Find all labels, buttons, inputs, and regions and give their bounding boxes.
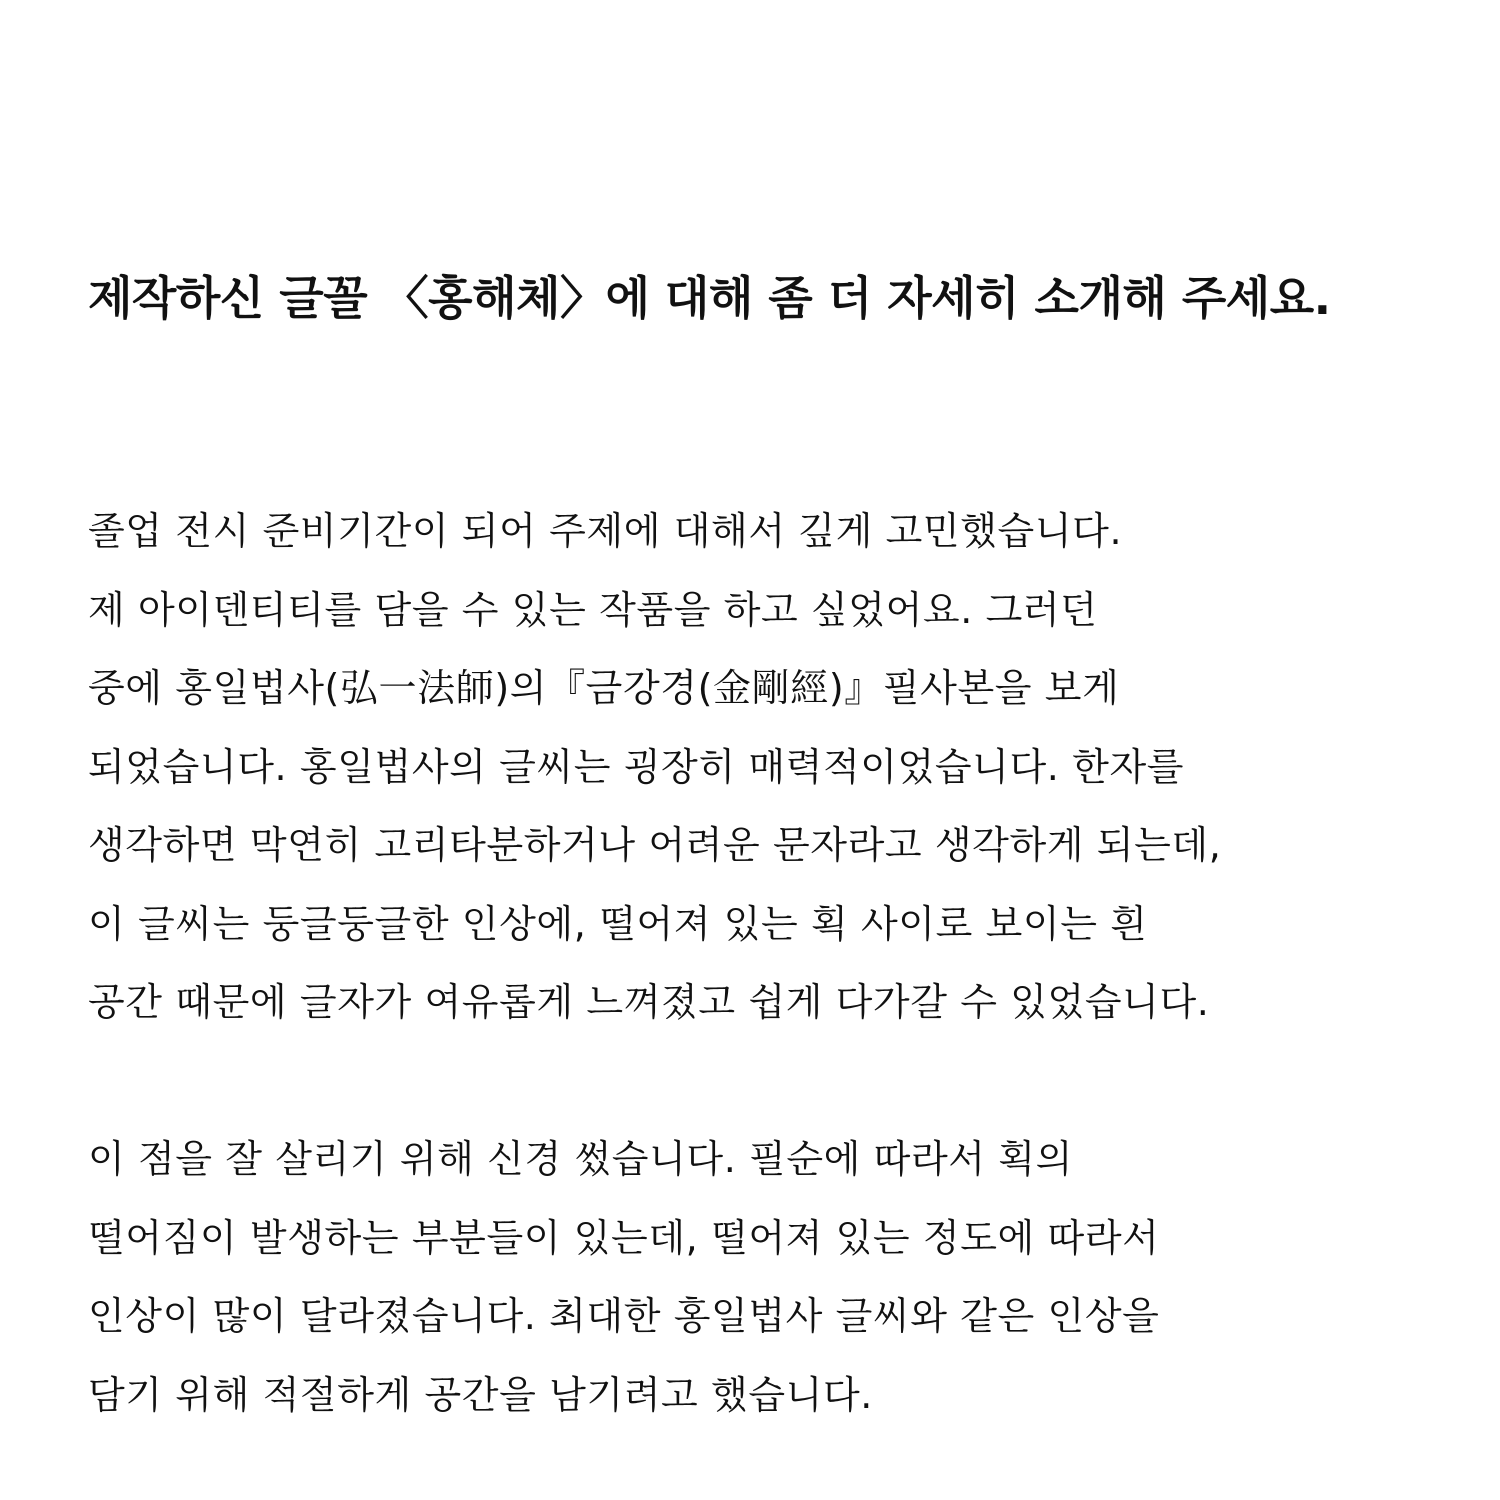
question-heading: 제작하신 글꼴 〈홍해체〉에 대해 좀 더 자세히 소개해 주세요. [88,271,1331,325]
text-line: 졸업 전시 준비기간이 되어 주제에 대해서 깊게 고민했습니다. [88,509,1123,553]
text-line: 중에 홍일법사(弘一法師)의『금강경(金剛經)』필사본을 보게 [88,666,1120,710]
text-line: 인상이 많이 달라졌습니다. 최대한 홍일법사 글씨와 같은 인상을 [88,1294,1160,1338]
answer-paragraph-2 [88,1120,1478,1434]
text-line: 이 글씨는 둥글둥글한 인상에, 떨어져 있는 획 사이로 보이는 흰 [88,901,1148,946]
text-line: 공간 때문에 글자가 여유롭게 느껴졌고 쉽게 다가갈 수 있었습니다. [88,980,1210,1024]
text-line: 이 점을 잘 살리기 위해 신경 썼습니다. 필순에 따라서 획의 [88,1137,1073,1181]
text-line: 생각하면 막연히 고리타분하거나 어려운 문자라고 생각하게 되는데, [88,823,1222,867]
text-line: 제 아이덴티티를 담을 수 있는 작품을 하고 싶었어요. 그러던 [88,587,1098,632]
answer-paragraph-1 [88,492,1478,1042]
text-line: 담기 위해 적절하게 공간을 남기려고 했습니다. [88,1372,873,1417]
text-line: 떨어짐이 발생하는 부분들이 있는데, 떨어져 있는 정도에 따라서 [88,1215,1160,1260]
text-line: 되었습니다. 홍일법사의 글씨는 굉장히 매력적이었습니다. 한자를 [88,744,1185,789]
